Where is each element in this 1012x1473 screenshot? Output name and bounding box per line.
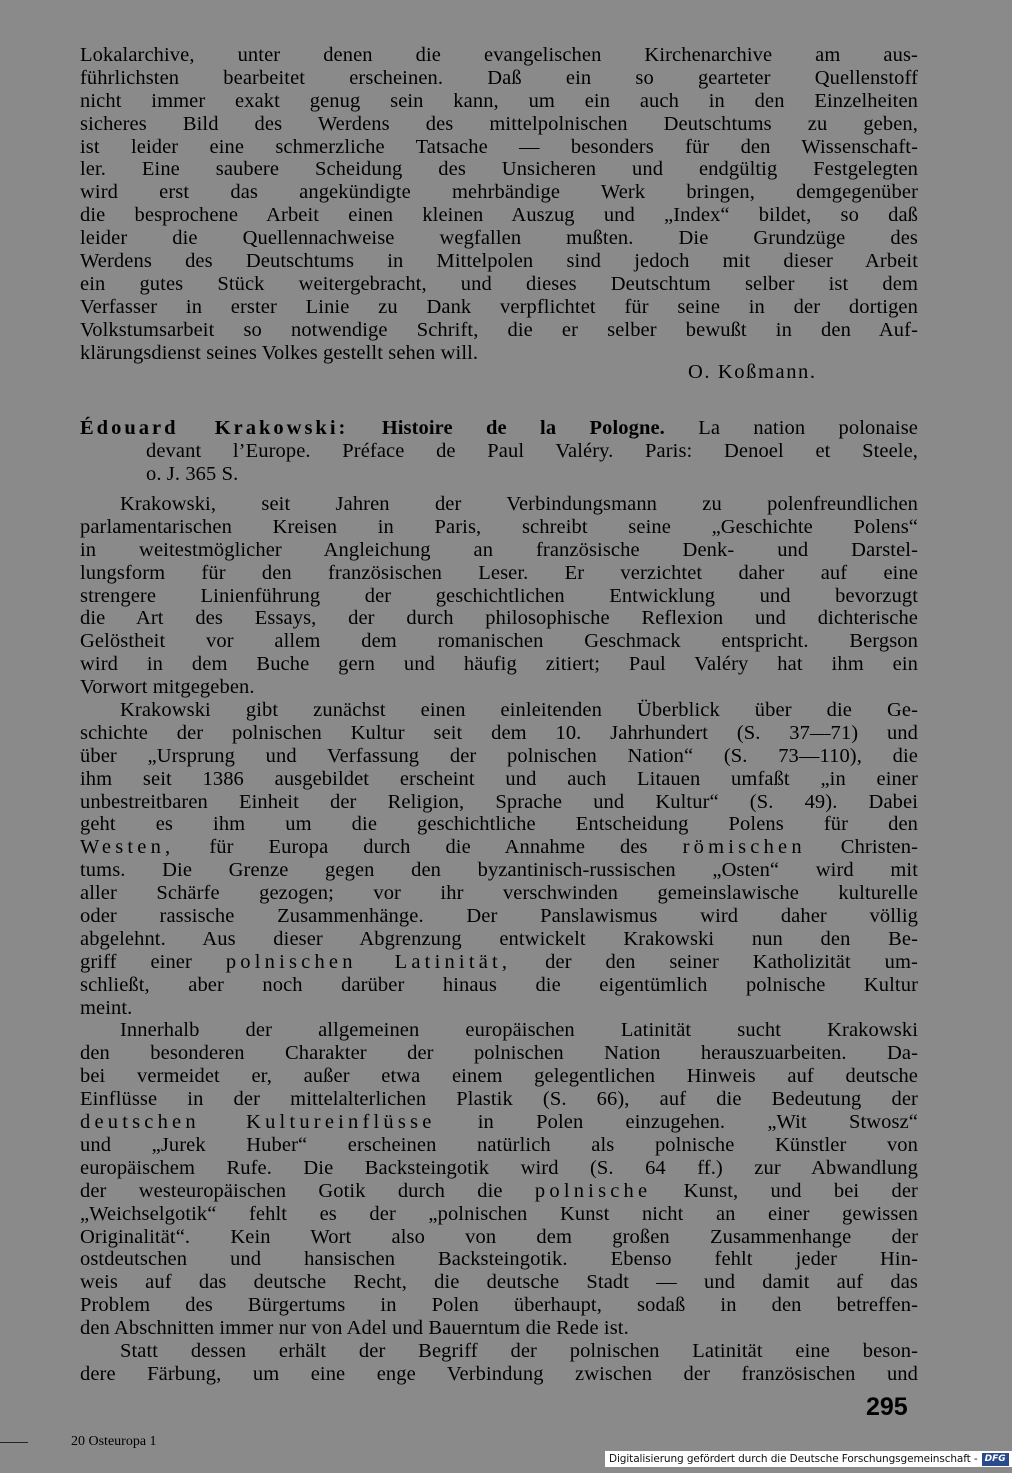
book-title: Histoire de la Pologne. (381, 417, 665, 439)
dfg-logo-icon: DFG (982, 1453, 1009, 1466)
text-line: „Weichselgotik“ fehlt es der „polnischen Kunst nicht an einer gewissen (80, 1202, 918, 1225)
text-line: und „Jurek Huber“ erscheinen natürlich als polnische Künstler von (80, 1133, 918, 1156)
spaced-emphasis: polnischen Latinität, (225, 950, 512, 973)
text-line: Statt dessen erhält der Begriff der polnischen Latinität eine beson- (120, 1339, 918, 1362)
text-line (80, 1180, 918, 1203)
text-line: über „Ursprung und Verfassung der polnischen Nation“ (S. 73—110), die (80, 744, 918, 767)
text-line: meint. (80, 996, 133, 1019)
text-line: Einflüsse in der mittelalterlichen Plastik (S. 66), auf die Bedeutung der (80, 1088, 918, 1111)
text-line: Volkstumsarbeit so notwendige Schrift, die er selber bewußt in den Auf- (80, 318, 918, 341)
spaced-emphasis: polnische (534, 1179, 652, 1202)
text-line: Werdens des Deutschtums in Mittelpolen sind jedoch mit dieser Arbeit (80, 250, 918, 273)
text-line: Innerhalb der allgemeinen europäischen Latinität sucht Krakowski (120, 1019, 918, 1042)
text-line: Verfasser in erster Linie zu Dank verpflichtet für seine in der dortigen (80, 295, 918, 318)
text-line: schichte der polnischen Kultur seit dem 10. Jahrhundert (S. 37—71) und (80, 721, 918, 744)
text-line: die Art des Essays, der durch philosophische Reflexion und dichterische (80, 607, 918, 630)
text-line: ler. Eine saubere Scheidung des Unsicheren und endgültig Festgelegten (80, 158, 918, 181)
text-line: Originalität“. Kein Wort also von dem großen Zusammenhange der (80, 1225, 918, 1248)
text-line: Problem des Bürgertums in Polen überhaupt, sodaß in den betreffen- (80, 1294, 918, 1317)
printer-signature-mark: 20 Osteuropa 1 (71, 1434, 157, 1449)
text-line: den besonderen Charakter der polnischen Nation herauszuarbeiten. Da- (80, 1042, 918, 1065)
text-line: abgelehnt. Aus dieser Abgrenzung entwickelt Krakowski nun den Be- (80, 927, 918, 950)
spaced-emphasis: Westen, (80, 836, 175, 859)
text-line (80, 1111, 918, 1134)
text-line: unbestreitbaren Einheit der Religion, Sprache und Kultur“ (S. 49). Dabei (80, 790, 918, 813)
text-line: Lokalarchive, unter denen die evangelischen Kirchenarchive am aus- (80, 44, 918, 66)
text-line: Krakowski gibt zunächst einen einleitenden Überblick über die Ge- (120, 699, 918, 722)
book-author: Édouard Krakowski: (80, 417, 349, 439)
text-line: wird in dem Buche gern und häufig zitiert; Paul Valéry hat ihm ein (80, 653, 918, 676)
review-2-heading (80, 417, 918, 486)
text-line: klärungsdienst seines Volkes gestellt sehen will. (80, 341, 479, 364)
spaced-emphasis: deutschen Kultureinflüsse (80, 1111, 436, 1134)
text-line: Gelöstheit vor allem dem romanischen Geschmack entspricht. Bergson (80, 630, 918, 653)
text-line: europäischem Rufe. Die Backsteingotik wird (S. 64 ff.) zur Abwandlung (80, 1156, 918, 1179)
text-line: ihm seit 1386 ausgebildet erscheint und auch Litauen umfaßt „in einer (80, 767, 918, 790)
spaced-emphasis: römischen (682, 836, 806, 859)
text-line: wird erst das angekündigte mehrbändige Werk bringen, demgegenüber (80, 181, 918, 204)
text-line (80, 951, 918, 974)
heading-line-3: o. J. 365 S. (146, 462, 239, 485)
text-line (80, 836, 918, 859)
text-line: lungsform für den französischen Leser. Er verzichtet daher auf eine (80, 561, 918, 584)
text-line: nicht immer exakt genug sein kann, um ein auch in den Einzelheiten (80, 89, 918, 112)
text-line: Krakowski, seit Jahren der Verbindungsmann zu polenfreundlichen (120, 493, 918, 515)
text-line: den Abschnitten immer nur von Adel und Bauerntum die Rede ist. (80, 1317, 629, 1340)
book-subtitle: La nation polonaise (698, 417, 918, 439)
review-2-paragraph-1 (80, 493, 918, 1386)
text-line: leider die Quellennachweise wegfallen mußten. Die Grundzüge des (80, 227, 918, 250)
reviewer-signature: O. Koßmann. (688, 361, 817, 383)
text-line: ein gutes Stück weitergebracht, und dieses Deutschtum selber ist dem (80, 272, 918, 295)
text-line: schließt, aber noch darüber hinaus die eigentümlich polnische Kultur (80, 973, 918, 996)
text-segment: in Polen einzugehen. „Wit Stwosz“ (477, 1111, 918, 1134)
text-segment: griff einer (80, 950, 192, 973)
review-1-text (80, 44, 918, 364)
page-number: 295 (866, 1393, 908, 1421)
text-line: parlamentarischen Kreisen in Paris, schreibt seine „Geschichte Polens“ (80, 515, 918, 538)
text-line: führlichsten bearbeitet erscheinen. Daß ein so gearteter Quellenstoff (80, 66, 918, 89)
digitization-footer (605, 1451, 1012, 1467)
footer-credit-text: Digitalisierung gefördert durch die Deutsche Forschungsgemeinschaft - (609, 1453, 978, 1465)
heading-line-1 (80, 417, 918, 440)
text-line: oder rassische Zusammenhänge. Der Panslawismus wird daher völlig (80, 905, 918, 928)
text-line: in weitestmöglicher Angleichung an französische Denk- und Darstel- (80, 538, 918, 561)
text-line: weis auf das deutsche Recht, die deutsche Stadt — und damit auf das (80, 1271, 918, 1294)
text-line: bei vermeidet er, außer etwa einem gelegentlichen Hinweis auf deutsche (80, 1065, 918, 1088)
text-line: aller Schärfe gezogen; vor ihr verschwinden gemeinslawische kulturelle (80, 882, 918, 905)
text-line: sicheres Bild des Werdens des mittelpolnischen Deutschtums zu geben, (80, 112, 918, 135)
edge-rule (0, 1442, 28, 1443)
text-line: Vorwort mitgegeben. (80, 676, 255, 699)
heading-line-2: devant l’Europe. Préface de Paul Valéry. Paris: Denoel et Steele, (146, 439, 918, 462)
text-line: strengere Linienführung der geschichtlichen Entwicklung und bevorzugt (80, 584, 918, 607)
text-segment: der westeuropäischen Gotik durch die (80, 1179, 503, 1202)
text-line: dere Färbung, um eine enge Verbindung zwischen der französischen und (80, 1362, 918, 1385)
text-segment: Kunst, und bei der (683, 1179, 918, 1202)
text-segment: Christen- (840, 836, 918, 859)
text-line: tums. Die Grenze gegen den byzantinisch-russischen „Osten“ wird mit (80, 859, 918, 882)
text-segment: für Europa durch die Annahme des (209, 836, 648, 859)
text-line: ostdeutschen und hansischen Backsteingotik. Ebenso fehlt jeder Hin- (80, 1248, 918, 1271)
text-line: geht es ihm um die geschichtliche Entscheidung Polens für den (80, 813, 918, 836)
text-line: ist leider eine schmerzliche Tatsache — besonders für den Wissenschaft- (80, 135, 918, 158)
text-line: die besprochene Arbeit einen kleinen Auszug und „Index“ bildet, so daß (80, 204, 918, 227)
text-segment: der den seiner Katholizität um- (545, 950, 918, 973)
